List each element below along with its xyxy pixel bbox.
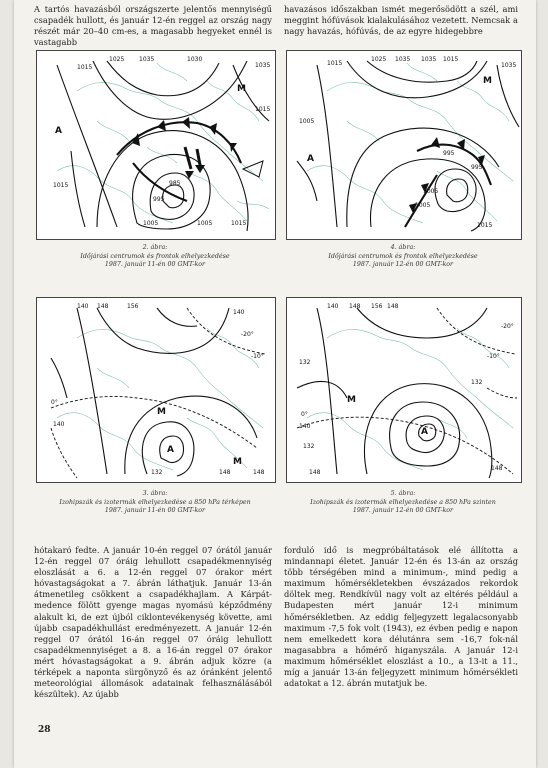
text-column-top-right: havazásos időszakban ismét megerősödött a szél, ami meggint hófúvások kialakulásához vezetett. Nemcsak a nagy havazás, hófúvás, de az egyre hidegebbre (284, 4, 518, 37)
map-label: 148 (491, 465, 503, 472)
map-label: 148 (309, 469, 321, 476)
figure-4-caption: 4. ábra: Időjárási centrumok és frontok elhelyezkedése 1987. január 12-én 00 GMT-kor (328, 244, 478, 269)
map-label: 995 (443, 150, 455, 157)
text-column-bottom-left: hótakaró fedte. A január 10-én reggel 07 órától január 12-én reggel 07 óráig lehullott csapadékmennyiség eloszlását a 6. a 12-én reggel 07 órakor mért hóvastagságokat a 7. ábrán láthatjuk. Január 13-án átmenetileg csökkent a csapadékhajlam. A Kárpát-medence fölött gyenge magas nyomású képződmény alakult ki, de ezt újból ciklontevékenység követte, ami újabb csapadékhullást eredményezett. A január 12-én reggel 07 órától 16-án reggel 07 óráig lehullott csapadékmennyiséget a 8. a 16-án reggel 07 órakor mért hóvastagságokat a 9. ábrán adjuk közre (a térképek a naponta sürgönyző és az óránként jelentő meteorológiai állomások adatainak felhasználásából készültek). Az újabb (34, 545, 272, 700)
map-label: -20° (241, 331, 254, 338)
map-label: 1025 (109, 56, 125, 63)
low-pressure-label: A (307, 154, 314, 164)
map-label: 148 (97, 303, 109, 310)
map-label: -10° (251, 353, 264, 360)
low-pressure-label: A (55, 126, 62, 136)
map-label: 1035 (421, 56, 437, 63)
weather-map-figure-5 (286, 297, 522, 483)
map-label: 140 (299, 423, 311, 430)
map-label: 140 (53, 421, 65, 428)
map-label: 1015 (443, 56, 459, 63)
map-label: 140 (233, 309, 245, 316)
figure-5-caption: 5. ábra: Izohipszák és izotermák elhelyezkedése a 850 hPa szinten 1987. január 12-én 00 GMT-kor (310, 490, 496, 515)
map-label: 1005 (143, 220, 159, 227)
map-label: 0° (51, 399, 58, 406)
map-label: 985 (169, 180, 181, 187)
map-label: 156 (371, 303, 383, 310)
text-column-bottom-right: forduló idő is megpróbáltatások elé állította a mindannapi életet. Január 12-én és 13-án az ország több térségében mind a minimum-, mind pedig a maximum hőmérsékletekben évszázados rekordok döltek meg. Rendkívül nagy volt az eltérés például a Budapesten mért január 12-i minimum hőmérsékletben. Az eddig feljegyzett legalacsonyabb maximum -7,5 fok volt (1943), ez évben pedig e napon nem emelkedett kora délutánra sem -16,7 fok-nál magasabbra a hőmérő higanyszála. A január 12-i maximum hőmérséklet eloszlást a 10., a 13-it a 11., míg a január 13-án feljegyzett minimum hőmérsékleti adatokat a 12. ábrán mutatjuk be. (284, 545, 518, 689)
figure-3-caption: 3. ábra: Izohipszák és izotermák elhelyezkedése a 850 hPa térképen 1987. január 11-én 00 GMT-kor (59, 490, 251, 515)
map-label: 148 (253, 469, 265, 476)
map-label: 148 (219, 469, 231, 476)
map-label: 1035 (395, 56, 411, 63)
map-label: 0° (301, 411, 308, 418)
figure-2-caption: 2. ábra: Időjárási centrumok és frontok elhelyezkedése 1987. január 11-én 00 GMT-kor (80, 244, 230, 269)
map-label: 140 (327, 303, 339, 310)
map-label: 140 (77, 303, 89, 310)
page-number: 28 (38, 725, 51, 735)
map-label: 1005 (197, 220, 213, 227)
map-label: 132 (303, 443, 315, 450)
high-pressure-label: M (483, 76, 492, 86)
map-label: 1035 (139, 56, 155, 63)
low-pressure-label: A (421, 427, 428, 437)
weather-map-figure-2 (36, 50, 276, 240)
high-pressure-label: M (157, 407, 166, 417)
high-pressure-label: M (237, 84, 246, 94)
map-label: 1030 (187, 56, 203, 63)
map-label: 148 (349, 303, 361, 310)
low-pressure-label: A (167, 445, 174, 455)
map-label: 995 (153, 196, 165, 203)
map-label: 1015 (77, 64, 93, 71)
map-label: 1005 (423, 188, 439, 195)
weather-map-figure-4 (286, 50, 522, 240)
high-pressure-label: M (233, 457, 242, 467)
high-pressure-label: M (347, 395, 356, 405)
map-label: 1015 (255, 106, 271, 113)
map-label: 1025 (371, 56, 387, 63)
map-label: 132 (151, 469, 163, 476)
map-label: 156 (127, 303, 139, 310)
map-label: 1015 (327, 60, 343, 67)
map-label: 995 (471, 164, 483, 171)
map-label: -20° (501, 323, 514, 330)
map-label: 148 (387, 303, 399, 310)
map-label: 1015 (477, 222, 493, 229)
book-page (14, 0, 536, 768)
map-label: 1015 (231, 220, 247, 227)
map-label: 1005 (415, 202, 431, 209)
map-label: 1005 (299, 118, 315, 125)
weather-map-figure-3 (36, 297, 276, 483)
map-label: 1035 (501, 62, 517, 69)
text-column-top-left: A tartós havazásból országszerte jelentős mennyiségű csapadék hullott, és január 12-én reggel az ország nagy részét már 20–40 cm-es, a magasabb hegyeket ennél is vastagabb (34, 4, 272, 48)
map-label: 1015 (53, 182, 69, 189)
map-label: 132 (299, 359, 311, 366)
map-label: 1035 (255, 62, 271, 69)
map-label: 132 (471, 379, 483, 386)
map-label: -10° (487, 353, 500, 360)
